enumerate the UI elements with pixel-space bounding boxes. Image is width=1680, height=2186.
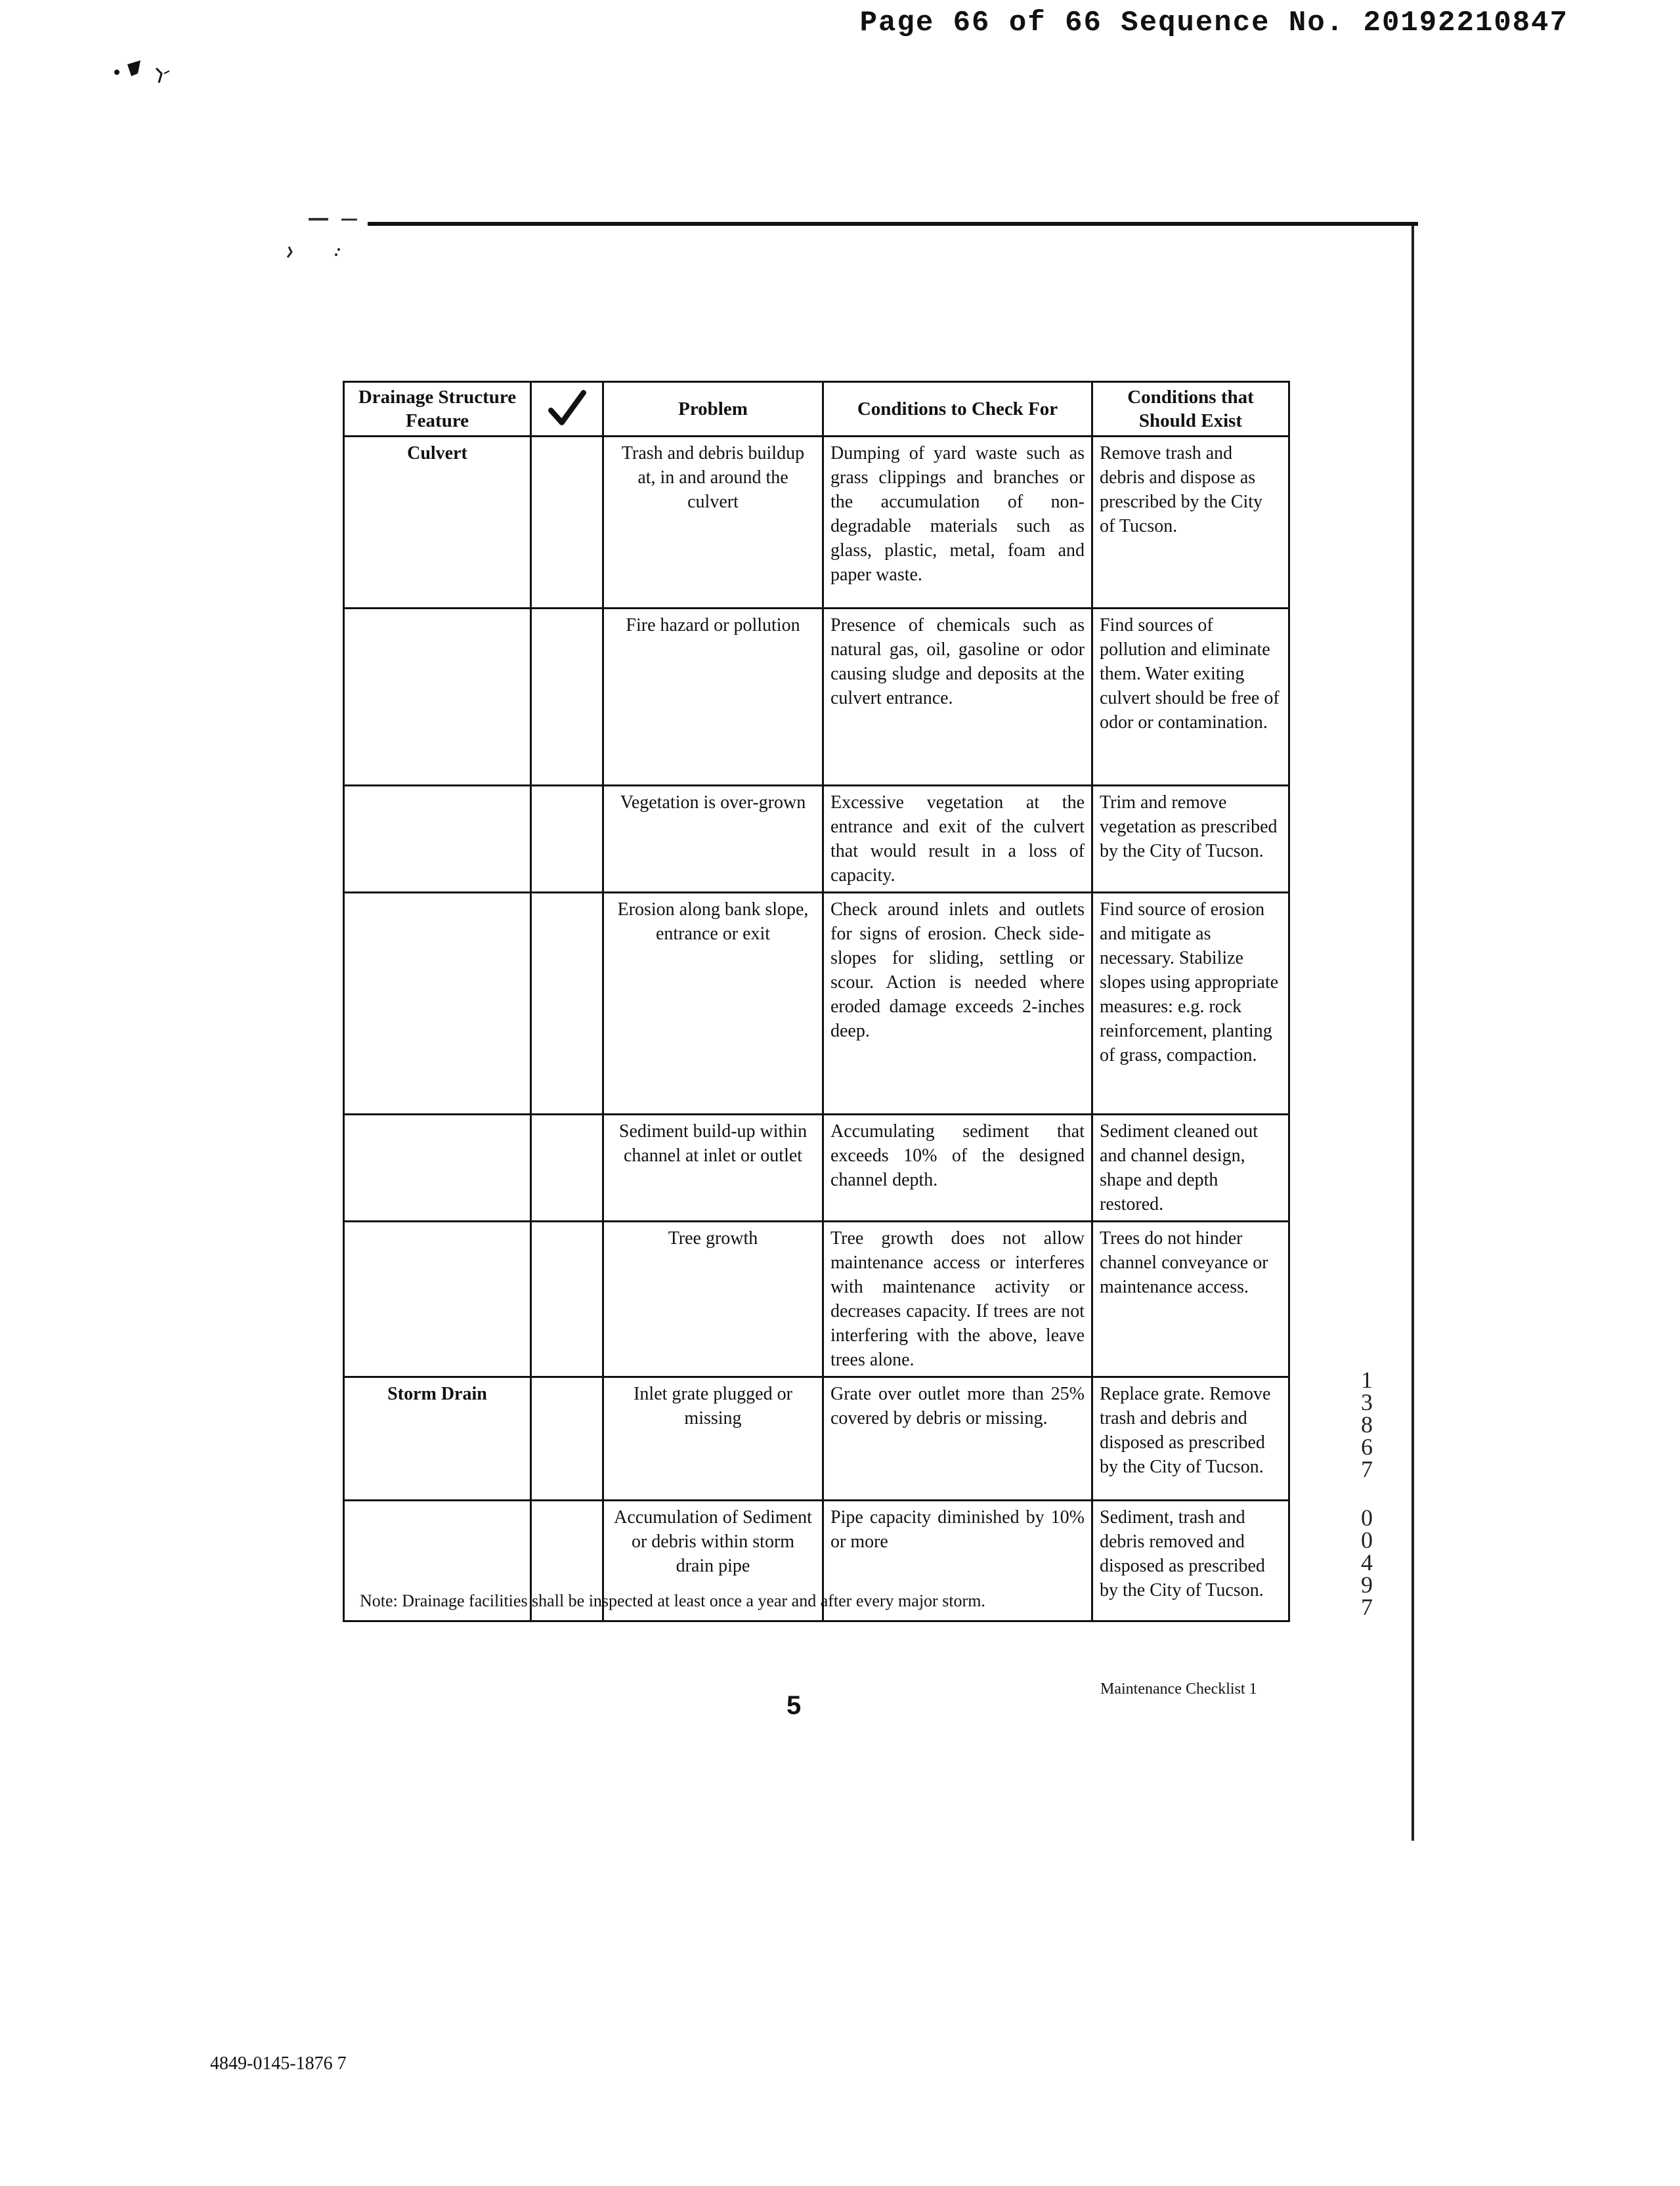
scan-artifact-mark	[112, 54, 184, 93]
table-row	[344, 1115, 1289, 1222]
table-row	[344, 893, 1289, 1115]
header-conditions-check: Conditions to Check For	[823, 382, 1092, 437]
header-check	[531, 382, 603, 437]
checkmark-icon	[547, 389, 588, 429]
side-digit: 0	[1361, 1527, 1373, 1553]
side-digit: 0	[1361, 1505, 1373, 1531]
check-cell[interactable]	[531, 437, 603, 609]
problem-cell: Sediment build-up within channel at inlet or outlet	[603, 1115, 823, 1222]
feature-cell: Storm Drain	[344, 1377, 531, 1501]
side-digit: 3	[1361, 1389, 1373, 1415]
conditions-exist-cell: Trim and remove vegetation as prescribed by the City of Tucson.	[1092, 786, 1289, 893]
header-conditions-exist: Conditions that Should Exist	[1092, 382, 1289, 437]
problem-cell: Erosion along bank slope, entrance or exit	[603, 893, 823, 1115]
top-rule-stub	[309, 218, 328, 221]
side-digit: 8	[1361, 1411, 1373, 1438]
conditions-check-cell: Presence of chemicals such as natural gas, oil, gasoline or odor causing sludge and deposits at the culvert entrance.	[823, 609, 1092, 786]
problem-cell: Trash and debris buildup at, in and around the culvert	[603, 437, 823, 609]
conditions-exist-cell: Sediment, trash and debris removed and disposed as prescribed by the City of Tucson.	[1092, 1501, 1289, 1621]
table-row	[344, 786, 1289, 893]
check-cell[interactable]	[531, 1377, 603, 1501]
problem-cell: Accumulation of Sediment or debris within storm drain pipe	[603, 1501, 823, 1621]
side-digit: 4	[1361, 1549, 1373, 1575]
checklist-label: Maintenance Checklist 1	[1100, 1681, 1257, 1698]
right-rule	[1411, 226, 1414, 1841]
header-feature: Drainage Structure Feature	[344, 382, 531, 437]
side-digit: 6	[1361, 1434, 1373, 1460]
page-header-sequence: Page 66 of 66 Sequence No. 20192210847	[859, 7, 1568, 39]
table-row	[344, 437, 1289, 609]
table-header-row	[344, 382, 1289, 437]
check-cell[interactable]	[531, 786, 603, 893]
scan-artifact-ticks	[282, 243, 361, 269]
check-cell[interactable]	[531, 893, 603, 1115]
side-digit: 1	[1361, 1367, 1373, 1393]
conditions-exist-cell: Find sources of pollution and eliminate them. Water exiting culvert should be free of odor or contamination.	[1092, 609, 1289, 786]
problem-cell: Inlet grate plugged or missing	[603, 1377, 823, 1501]
conditions-check-cell: Dumping of yard waste such as grass clippings and branches or the accumulation of non-degradable materials such as glass, plastic, metal, foam and paper waste.	[823, 437, 1092, 609]
page-number: 5	[786, 1691, 802, 1720]
conditions-exist-cell: Replace grate. Remove trash and debris and disposed as prescribed by the City of Tucson.	[1092, 1377, 1289, 1501]
feature-cell: Culvert	[344, 437, 531, 609]
side-digit: 7	[1361, 1456, 1373, 1482]
side-number-gap	[1354, 1480, 1380, 1507]
problem-cell: Tree growth	[603, 1222, 823, 1377]
feature-cell	[344, 1222, 531, 1377]
document-id: 4849-0145-1876 7	[210, 2053, 347, 2074]
header-problem: Problem	[603, 382, 823, 437]
table-row	[344, 609, 1289, 786]
maintenance-checklist-table	[343, 381, 1290, 1622]
check-cell[interactable]	[531, 1222, 603, 1377]
problem-cell: Fire hazard or pollution	[603, 609, 823, 786]
side-digit: 9	[1361, 1572, 1373, 1598]
inspection-note: Note: Drainage facilities shall be inspected at least once a year and after every major storm.	[360, 1591, 985, 1610]
table-row	[344, 1377, 1289, 1501]
conditions-exist-cell: Sediment cleaned out and channel design, shape and depth restored.	[1092, 1115, 1289, 1222]
table-row	[344, 1222, 1289, 1377]
conditions-exist-cell: Remove trash and debris and dispose as prescribed by the City of Tucson.	[1092, 437, 1289, 609]
side-reference-number	[1354, 1369, 1380, 1618]
check-cell[interactable]	[531, 609, 603, 786]
conditions-check-cell: Accumulating sediment that exceeds 10% of the designed channel depth.	[823, 1115, 1092, 1222]
side-digit: 7	[1361, 1594, 1373, 1620]
conditions-check-cell: Excessive vegetation at the entrance and exit of the culvert that would result in a loss of capacity.	[823, 786, 1092, 893]
problem-cell: Vegetation is over-grown	[603, 786, 823, 893]
conditions-exist-cell: Trees do not hinder channel conveyance or maintenance access.	[1092, 1222, 1289, 1377]
conditions-check-cell: Check around inlets and outlets for signs of erosion. Check side-slopes for sliding, settling or scour. Action is needed where eroded damage exceeds 2-inches deep.	[823, 893, 1092, 1115]
top-rule	[368, 222, 1418, 226]
feature-cell	[344, 1115, 531, 1222]
check-cell[interactable]	[531, 1115, 603, 1222]
feature-cell	[344, 786, 531, 893]
conditions-check-cell: Tree growth does not allow maintenance access or interferes with maintenance activity or decreases capacity. If trees are not interfering with the above, leave trees alone.	[823, 1222, 1092, 1377]
conditions-check-cell: Grate over outlet more than 25% covered by debris or missing.	[823, 1377, 1092, 1501]
feature-cell	[344, 609, 531, 786]
feature-cell	[344, 893, 531, 1115]
conditions-exist-cell: Find source of erosion and mitigate as necessary. Stabilize slopes using appropriate measures: e.g. rock reinforcement, planting of grass, compaction.	[1092, 893, 1289, 1115]
conditions-check-cell: Pipe capacity diminished by 10% or more	[823, 1501, 1092, 1621]
top-rule-stub	[341, 219, 357, 221]
